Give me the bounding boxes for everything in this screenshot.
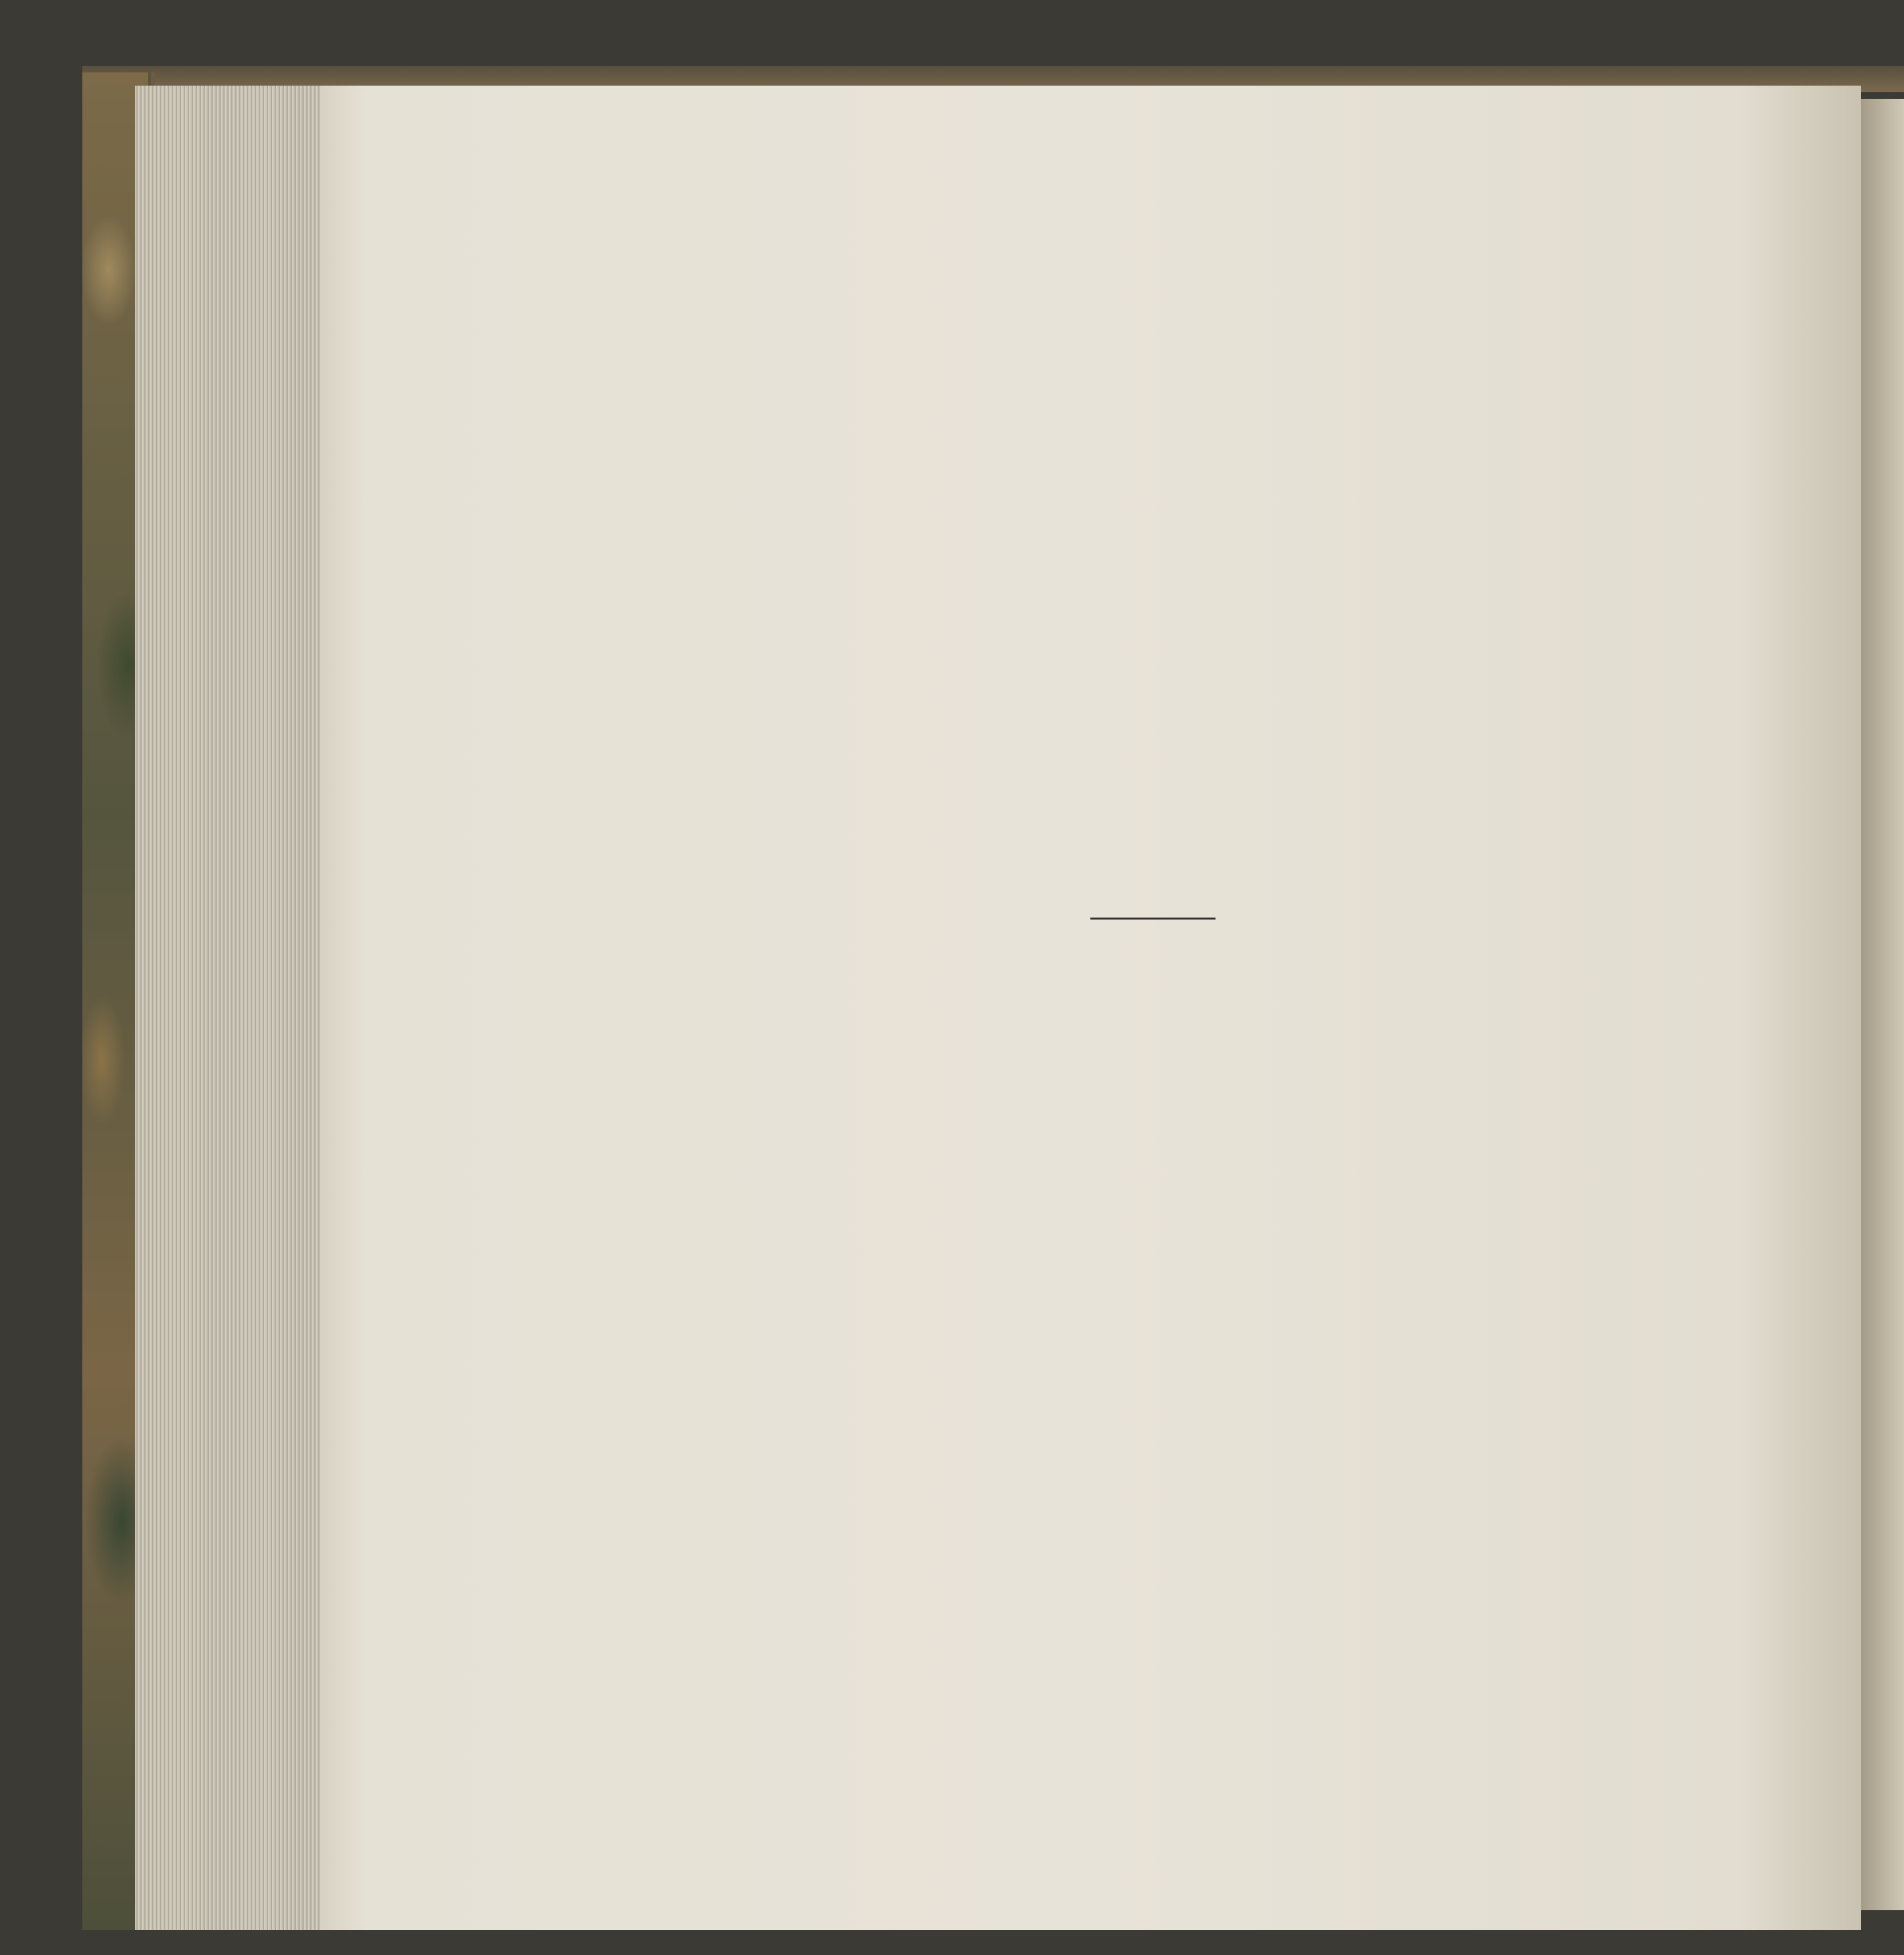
- facing-page-edge: [1861, 99, 1904, 1910]
- page-edges: [135, 86, 333, 1930]
- section-divider: [1090, 918, 1216, 920]
- document-heading: [580, 1000, 1739, 1069]
